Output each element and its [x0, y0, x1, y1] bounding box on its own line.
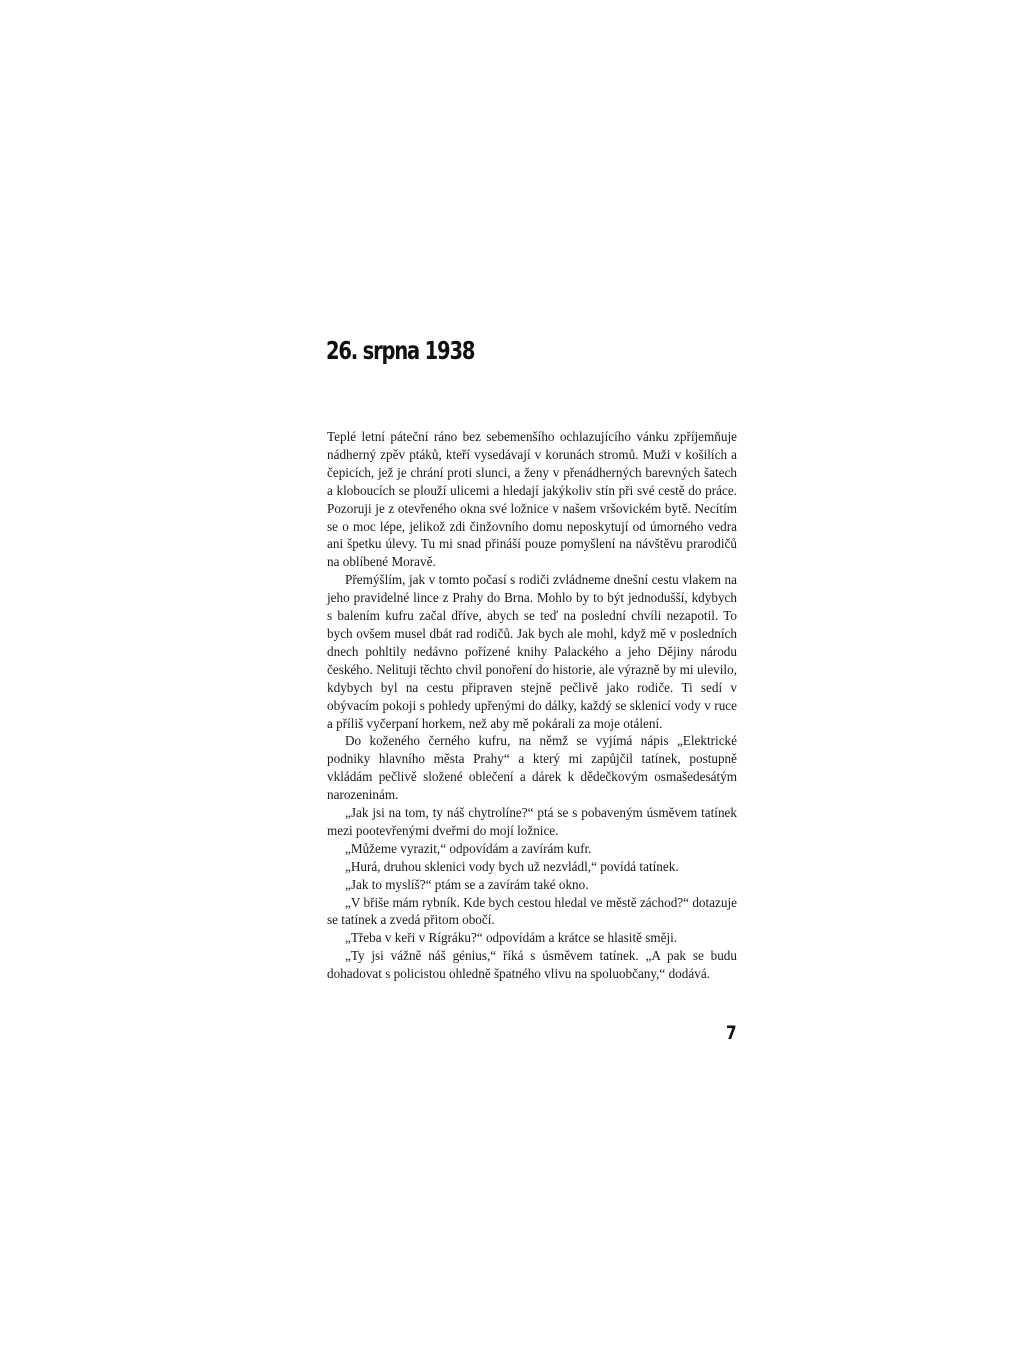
page-number: 7	[726, 1022, 737, 1044]
dialogue-line: „Hurá, druhou sklenici vody bych už nezvládl,“ povídá tatínek.	[345, 858, 679, 874]
dialogue-line: „Jak jsi na tom, ty náš chytrolíne?“ ptá se s pobaveným úsměvem tatínek mezi pootevřenými dveřmi do mojí ložnice.	[327, 805, 737, 838]
dialogue-line: „Můžeme vyrazit,“ odpovídám a zavírám kufr.	[345, 840, 592, 856]
dialogue-line: „Třeba v keři v Rígráku?“ odpovídám a krátce se hlasitě směji.	[345, 930, 678, 946]
dialogue-line: „Ty jsi vážně náš génius,“ říká s úsměvem tatínek. „A pak se budu dohadovat s policistou ohledně špatného vlivu na spoluobčany,“ dodává.	[327, 948, 737, 982]
body-text	[327, 428, 737, 983]
dialogue-line: „Jak to myslíš?“ ptám se a zavírám také okno.	[345, 876, 589, 892]
chapter-title: 26. srpna 1938	[326, 336, 475, 365]
paragraph: Přemýšlím, jak v tomto počasí s rodiči zvládneme dnešní cestu vlakem na jeho pravidelné lince z Prahy do Brna. Mohlo by to být jednodušší, kdybych s balením kufru začal dříve, abych se teď na poslední chvíli nezapotil. To bych ovšem musel dbát rad rodičů. Jak bych ale mohl, když mě v posledních dnech pohltily nedávno pořízené knihy Palackého a jeho Dějiny národu českého. Nelituji těchto chvil ponoření do historie, ale výrazně by mi ulevilo, kdybych byl na cestu připraven stejně pečlivě jako rodiče. Ti sedí v obývacím pokoji s pohledy upřenými do dálky, každý se sklenicí vody v ruce a příliš vyčerpaní horkem, než aby mě pokárali za moje otálení.	[327, 572, 737, 731]
paragraph: Teplé letní páteční ráno bez sebemenšího ochlazujícího vánku zpříjemňuje nádherný zpěv ptáků, kteří vysedávají v korunách stromů. Muži v košilích a čepicích, jež je chrání proti slunci, a ženy v přenádherných barevných šatech a kloboucích se plouží ulicemi a hledají jakýkoliv stín při své cestě do práce. Pozoruji je z otevřeného okna své ložnice v našem vršovickém bytě. Necítím se o moc lépe, jelikož zdi činžovního domu neposkytují od úmorného vedra ani špetku úlevy. Tu mi snad přináší pouze pomyšlení na návštěvu prarodičů na oblíbené Moravě.	[327, 429, 737, 570]
dialogue-line: „V břiše mám rybník. Kde bych cestou hledal ve městě záchod?“ dotazuje se tatínek a zvedá přitom obočí.	[327, 894, 737, 928]
paragraph: Do koženého černého kufru, na němž se vyjímá nápis „Elektrické podniky hlavního města Prahy“ a který mi zapůjčil tatínek, postupně vkládám pečlivě složené oblečení a dárek k dědečkovým osmašedesátým narozeninám.	[327, 733, 737, 803]
